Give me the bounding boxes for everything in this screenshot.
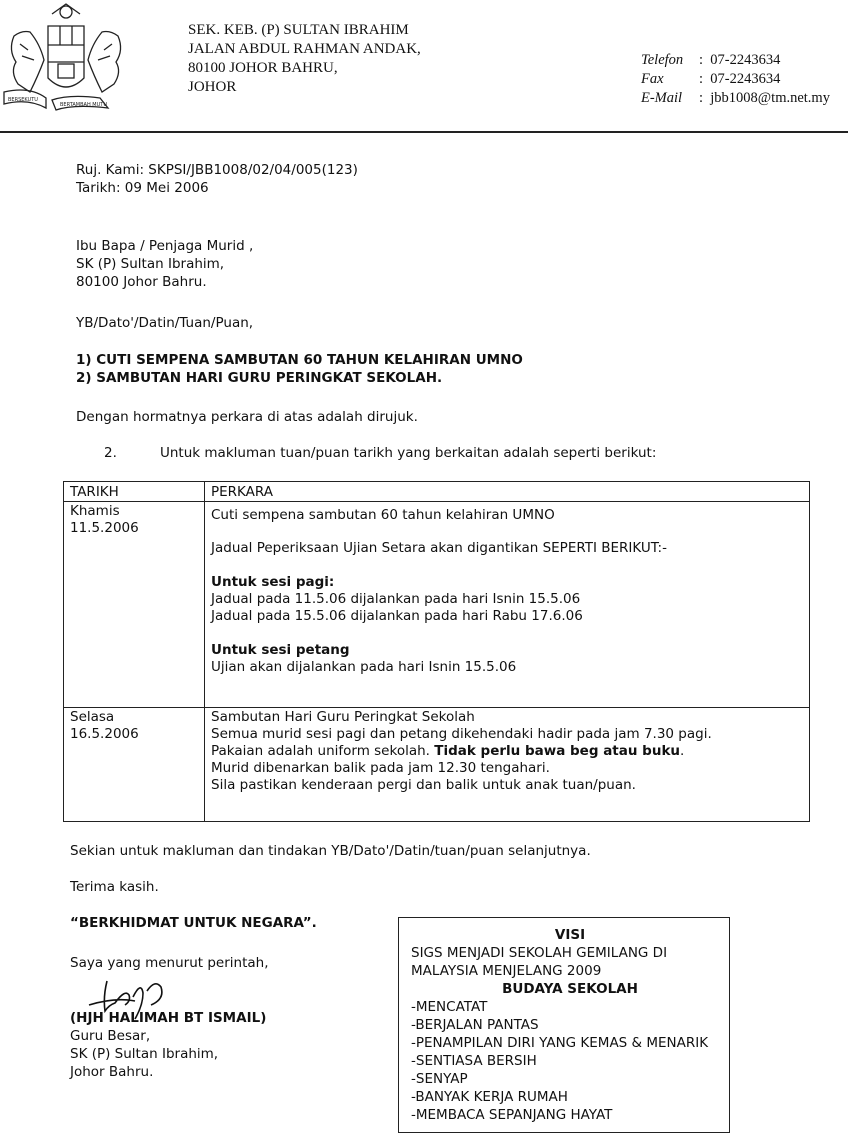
address-line: SEK. KEB. (P) SULTAN IBRAHIM: [188, 22, 409, 38]
row-line: Murid dibenarkan balik pada jam 12.30 tengahari.: [211, 760, 550, 776]
visi-box: [398, 917, 730, 1133]
row-subheading: Untuk sesi petang: [211, 642, 350, 658]
budaya-item: -PENAMPILAN DIRI YANG KEMAS & MENARIK: [411, 1035, 709, 1051]
table-cell-perkara: [205, 708, 810, 822]
table-cell-date: [64, 502, 205, 708]
contact-fax: [641, 70, 830, 89]
contact-value: 07-2243634: [710, 52, 781, 68]
contact-phone: [641, 51, 830, 70]
row-line: Ujian akan dijalankan pada hari Isnin 15.5.06: [211, 659, 517, 675]
schedule-table: [63, 481, 810, 822]
paragraph-2-number: 2.: [104, 445, 117, 461]
budaya-item: -BERJALAN PANTAS: [411, 1017, 539, 1033]
recipient-block: [76, 237, 253, 291]
row-day: Khamis: [70, 503, 120, 519]
contact-info: [641, 51, 830, 108]
contact-value: jbb1008@tm.net.my: [710, 90, 830, 106]
table-cell-date: [64, 708, 205, 822]
table-row: [64, 502, 810, 708]
recipient-line: Ibu Bapa / Penjaga Murid ,: [76, 238, 254, 254]
contact-sep: :: [699, 71, 704, 87]
contact-key: Telefon: [641, 52, 684, 68]
row-line: Jadual Peperiksaan Ujian Setara akan digantikan SEPERTI BERIKUT:-: [211, 540, 667, 556]
subject-line: 1) CUTI SEMPENA SAMBUTAN 60 TAHUN KELAHIRAN UMNO: [76, 352, 523, 368]
address-line: JALAN ABDUL RAHMAN ANDAK,: [188, 41, 421, 57]
row-date: 16.5.2006: [70, 726, 139, 742]
contact-sep: :: [699, 52, 704, 68]
signer-block: [70, 1009, 266, 1081]
paragraph-1: Dengan hormatnya perkara di atas adalah dirujuk.: [76, 409, 418, 425]
visi-text: MALAYSIA MENJELANG 2009: [411, 963, 602, 979]
row-line: Cuti sempena sambutan 60 tahun kelahiran UMNO: [211, 507, 555, 523]
row-line: Sambutan Hari Guru Peringkat Sekolah: [211, 709, 475, 725]
contact-email: [641, 89, 830, 108]
reference-block: [76, 161, 358, 197]
address-line: 80100 JOHOR BAHRU,: [188, 60, 338, 76]
salutation: YB/Dato'/Datin/Tuan/Puan,: [76, 315, 254, 331]
reference-number: Ruj. Kami: SKPSI/JBB1008/02/04/005(123): [76, 162, 358, 178]
contact-value: 07-2243634: [710, 71, 781, 87]
letterhead-divider: [0, 131, 848, 133]
budaya-item: -SENTIASA BERSIH: [411, 1053, 537, 1069]
budaya-item: -MEMBACA SEPANJANG HAYAT: [411, 1107, 613, 1123]
row-text: Pakaian adalah uniform sekolah.: [211, 743, 435, 759]
coat-of-arms-logo: [0, 0, 132, 115]
address-line: JOHOR: [188, 79, 237, 95]
contact-key: E-Mail: [641, 90, 683, 106]
visi-heading: VISI: [554, 927, 586, 943]
signer-city: Johor Bahru.: [70, 1064, 154, 1080]
row-line: Sila pastikan kenderaan pergi dan balik untuk anak tuan/puan.: [211, 777, 636, 793]
motto: “BERKHIDMAT UNTUK NEGARA”.: [70, 915, 317, 931]
row-line: Jadual pada 15.5.06 dijalankan pada hari Rabu 17.6.06: [211, 608, 583, 624]
crest-banner-right: BERTAMBAH MUTU: [60, 102, 107, 108]
signoff: Saya yang menurut perintah,: [70, 955, 269, 971]
row-emphasis: Tidak perlu bawa beg atau buku: [434, 743, 681, 759]
table-row: [64, 708, 810, 822]
crest-banner-left: BERSEKUTU: [8, 97, 38, 103]
recipient-line: SK (P) Sultan Ibrahim,: [76, 256, 225, 272]
budaya-heading: BUDAYA SEKOLAH: [502, 981, 638, 997]
row-line: Semua murid sesi pagi dan petang dikehendaki hadir pada jam 7.30 pagi.: [211, 726, 712, 742]
table-header-row: [64, 482, 810, 502]
row-date: 11.5.2006: [70, 520, 139, 536]
budaya-item: -BANYAK KERJA RUMAH: [411, 1089, 568, 1105]
row-line: Jadual pada 11.5.06 dijalankan pada hari Isnin 15.5.06: [211, 591, 581, 607]
row-day: Selasa: [70, 709, 115, 725]
subject-block: [76, 351, 523, 387]
budaya-item: -SENYAP: [411, 1071, 468, 1087]
contact-sep: :: [699, 90, 704, 106]
signer-school: SK (P) Sultan Ibrahim,: [70, 1046, 219, 1062]
budaya-item: -MENCATAT: [411, 999, 488, 1015]
reference-date: Tarikh: 09 Mei 2006: [76, 180, 209, 196]
row-text: .: [680, 743, 685, 759]
row-line: [211, 743, 803, 760]
subject-line: 2) SAMBUTAN HARI GURU PERINGKAT SEKOLAH.: [76, 370, 443, 386]
recipient-line: 80100 Johor Bahru.: [76, 274, 207, 290]
paragraph-2: Untuk makluman tuan/puan tarikh yang berkaitan adalah seperti berikut:: [160, 445, 657, 461]
signer-name: (HJH HALIMAH BT ISMAIL): [70, 1010, 267, 1026]
table-cell-perkara: [205, 502, 810, 708]
contact-key: Fax: [641, 71, 664, 87]
school-address: [188, 21, 421, 97]
thanks-line: Terima kasih.: [70, 879, 159, 895]
closing-line: Sekian untuk makluman dan tindakan YB/Dato'/Datin/tuan/puan selanjutnya.: [70, 843, 591, 859]
row-subheading: Untuk sesi pagi:: [211, 574, 335, 590]
column-header-tarikh: TARIKH: [64, 482, 205, 502]
visi-text: SIGS MENJADI SEKOLAH GEMILANG DI: [411, 945, 668, 961]
signer-title: Guru Besar,: [70, 1028, 151, 1044]
column-header-perkara: PERKARA: [205, 482, 810, 502]
